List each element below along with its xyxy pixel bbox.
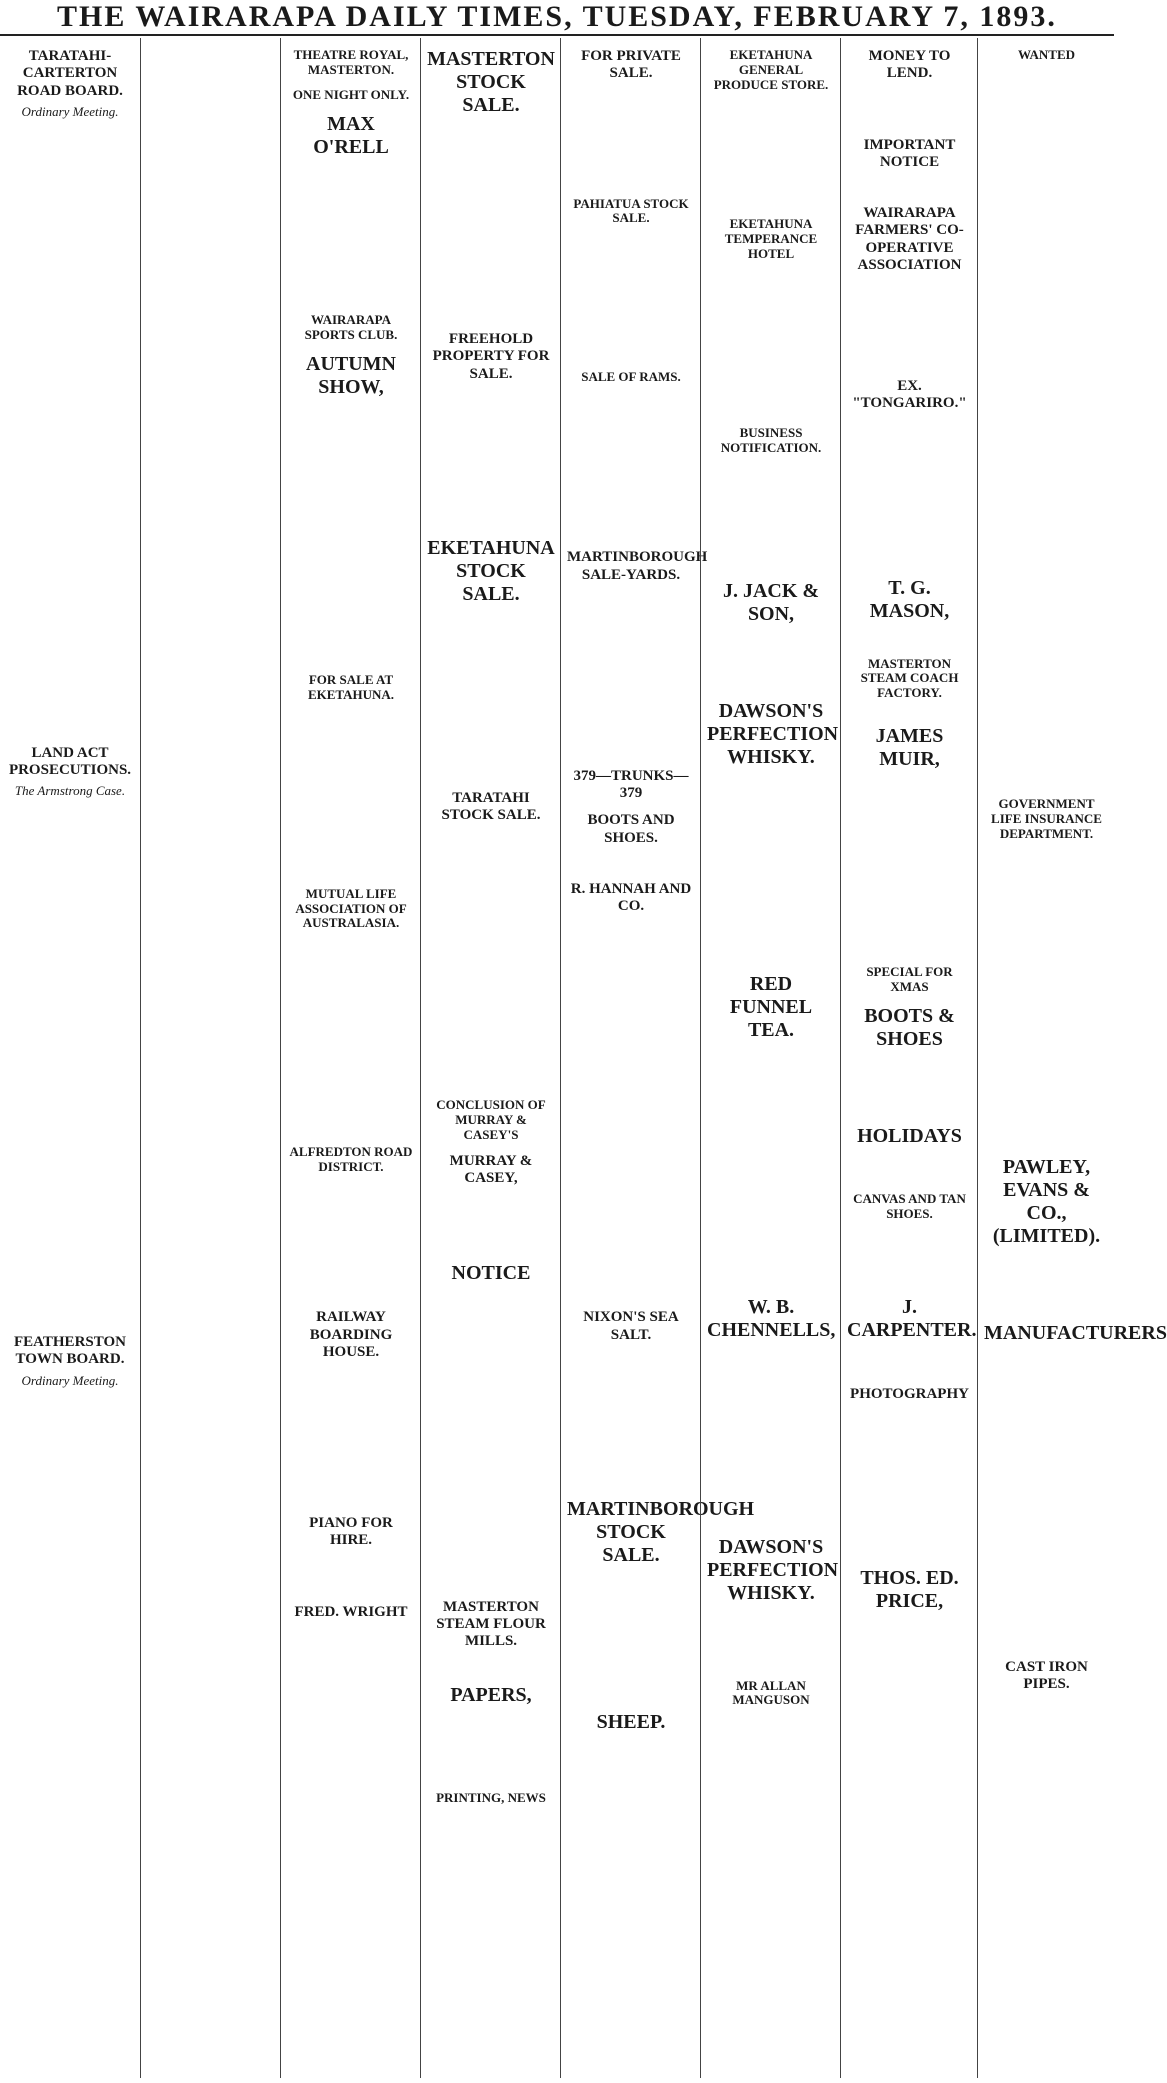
column-7-heading: WAIRARAPA FARMERS' CO-OPERATIVE ASSOCIATION xyxy=(855,205,964,273)
column-7-heading: T. G. MASON, xyxy=(869,576,950,622)
column-5-heading: NIXON'S SEA SALT. xyxy=(583,1309,679,1343)
column-4-heading: MASTERTON STOCK SALE. xyxy=(427,48,555,116)
column-3-heading: PIANO FOR HIRE. xyxy=(309,1515,393,1549)
column-6-heading: RED FUNNEL TEA. xyxy=(729,972,813,1041)
masthead xyxy=(0,0,1114,36)
column-7-heading: HOLIDAYS xyxy=(857,1125,962,1148)
column-6-heading: EKETAHUNA TEMPERANCE HOTEL xyxy=(724,215,818,261)
column-3-heading: ALFREDTON ROAD DISTRICT. xyxy=(289,1144,413,1175)
column-6 xyxy=(700,38,841,2078)
column-5-heading: MARTINBOROUGH STOCK SALE. xyxy=(567,1497,755,1566)
column-4-heading: CONCLUSION OF MURRAY & CASEY'S xyxy=(436,1097,546,1143)
column-7-heading: THOS. ED. PRICE, xyxy=(860,1567,959,1613)
column-4-heading: PAPERS, xyxy=(450,1684,532,1707)
column-3-heading: ONE NIGHT ONLY. xyxy=(292,86,410,102)
column-8-heading: GOVERNMENT LIFE INSURANCE DEPARTMENT. xyxy=(991,795,1102,841)
masthead-title: THE WAIRARAPA DAILY TIMES, TUESDAY, FEBRUARY 7, 1893. xyxy=(57,0,1057,33)
column-7-heading: PHOTOGRAPHY xyxy=(850,1386,969,1403)
column-2 xyxy=(140,38,281,2078)
column-1-subheading: The Armstrong Case. xyxy=(14,783,126,799)
column-7-heading: JAMES MUIR, xyxy=(875,725,944,771)
column-3-heading: AUTUMN SHOW, xyxy=(306,352,396,398)
column-3-heading: FRED. WRIGHT xyxy=(294,1603,408,1620)
column-1-subheading: Ordinary Meeting. xyxy=(21,1372,119,1388)
column-8-heading: PAWLEY, EVANS & CO., (LIMITED). xyxy=(992,1155,1101,1247)
column-6-heading: W. B. CHENNELLS, xyxy=(707,1295,836,1341)
column-5-heading: SALE OF RAMS. xyxy=(581,369,681,385)
column-5-heading: 379—TRUNKS—379 xyxy=(573,767,689,802)
column-7-heading: MONEY TO LEND. xyxy=(868,48,951,82)
column-7-heading: J. CARPENTER. xyxy=(847,1296,977,1342)
column-7 xyxy=(840,38,978,2078)
column-6-heading: J. JACK & SON, xyxy=(722,579,820,625)
column-8-heading: CAST IRON PIPES. xyxy=(1005,1658,1088,1692)
column-3-heading: WAIRARAPA SPORTS CLUB. xyxy=(304,311,398,342)
column-4-heading: EKETAHUNA STOCK SALE. xyxy=(427,536,555,605)
column-3 xyxy=(280,38,421,2078)
column-6-heading: DAWSON'S PERFECTION WHISKY. xyxy=(707,1535,839,1604)
column-1-heading: LAND ACT PROSECUTIONS. xyxy=(8,744,132,778)
column-5-heading: MARTINBOROUGH SALE-YARDS. xyxy=(567,549,708,583)
column-1-heading: TARATAHI-CARTERTON ROAD BOARD. xyxy=(17,48,123,99)
column-1 xyxy=(0,38,140,2078)
column-3-heading: THEATRE ROYAL, MASTERTON. xyxy=(293,47,409,77)
column-7-heading: IMPORTANT NOTICE xyxy=(863,136,956,170)
column-6-heading: EKETAHUNA GENERAL PRODUCE STORE. xyxy=(713,47,829,92)
column-8-heading: WANTED xyxy=(1017,47,1076,62)
column-7-heading: CANVAS AND TAN SHOES. xyxy=(853,1191,966,1222)
column-5-heading: R. HANNAH AND CO. xyxy=(570,880,692,915)
column-7-heading: EX. "TONGARIRO." xyxy=(852,378,967,412)
column-5 xyxy=(560,38,755,2078)
column-3-heading: FOR SALE AT EKETAHUNA. xyxy=(307,671,395,702)
column-4-heading: FREEHOLD PROPERTY FOR SALE. xyxy=(432,331,550,382)
column-4-heading: MURRAY & CASEY, xyxy=(449,1153,533,1187)
column-3-heading: RAILWAY BOARDING HOUSE. xyxy=(309,1309,393,1360)
column-1-heading: FEATHERSTON TOWN BOARD. xyxy=(14,1334,126,1368)
column-3-heading: MAX O'RELL xyxy=(313,112,389,158)
column-5-heading: FOR PRIVATE SALE. xyxy=(581,48,681,82)
column-5-heading: PAHIATUA STOCK SALE. xyxy=(573,195,689,226)
column-6-heading: MR ALLAN MANGUSON xyxy=(732,1677,810,1708)
column-6-heading: DAWSON'S PERFECTION WHISKY. xyxy=(707,699,839,768)
column-4-heading: MASTERTON STEAM FLOUR MILLS. xyxy=(436,1598,546,1650)
column-3-heading: MUTUAL LIFE ASSOCIATION OF AUSTRALASIA. xyxy=(295,885,407,931)
column-4-heading: NOTICE xyxy=(451,1261,531,1284)
column-7-heading: SPECIAL FOR XMAS xyxy=(866,964,953,995)
column-5-heading: SHEEP. xyxy=(596,1710,666,1733)
column-8 xyxy=(977,38,1167,2078)
column-8-heading: MANUFACTURERS xyxy=(984,1321,1167,1344)
column-4-heading: PRINTING, NEWS xyxy=(436,1790,546,1806)
column-7-heading: MASTERTON STEAM COACH FACTORY. xyxy=(860,655,959,701)
column-6-heading: BUSINESS NOTIFICATION. xyxy=(720,424,822,455)
column-1-subheading: Ordinary Meeting. xyxy=(21,103,119,119)
column-4 xyxy=(420,38,561,2078)
column-4-heading: TARATAHI STOCK SALE. xyxy=(441,789,541,823)
column-5-heading: BOOTS AND SHOES. xyxy=(587,812,675,846)
column-7-heading: BOOTS & SHOES xyxy=(864,1005,955,1051)
